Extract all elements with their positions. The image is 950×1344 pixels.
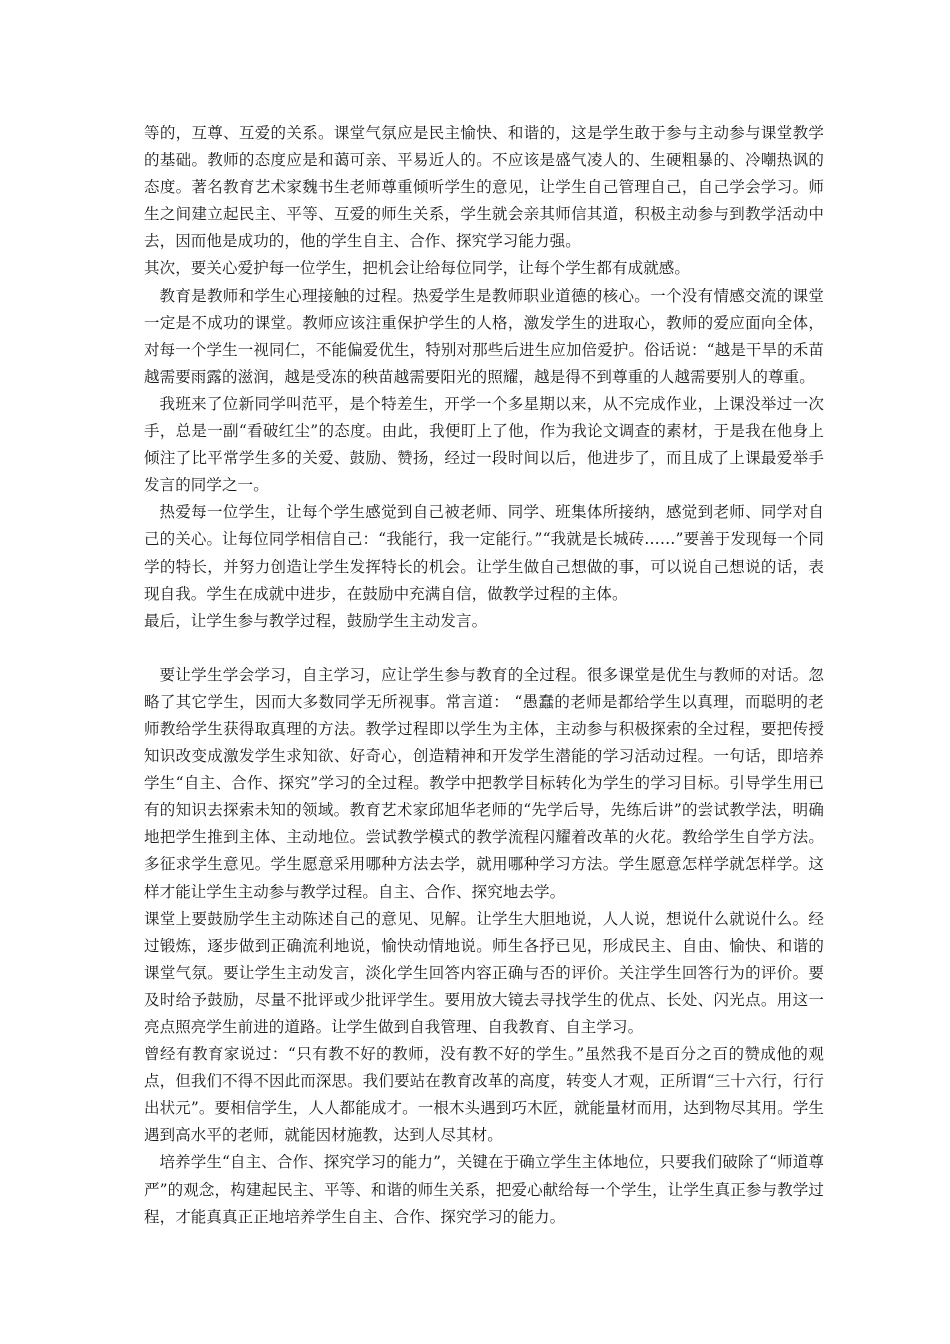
paragraph-secondly: 其次，要关心爱护每一位学生，把机会让给每位同学，让每个学生都有成就感。 bbox=[144, 259, 691, 278]
paragraph-finally: 最后，让学生参与教学过程，鼓励学生主动发言。 bbox=[144, 611, 488, 630]
paragraph-love-every-student: 热爱每一位学生，让每个学生感觉到自己被老师、同学、班集体所接纳，感觉到老师、同学对自己的关心。让每位同学相信自己：“我能行，我一定能行。”“我就是长城砖……”要善于发现每一个同学的特长，并努力创造让学生发挥特长的机会。让学生做自己想做的事，可以说自己想说的话，表现自我。学生在成就中进步，在鼓励中充满自信，做教学过程的主体。 bbox=[144, 503, 824, 603]
paragraph-conclusion: 培养学生“自主、合作、探究学习的能力”，关键在于确立学生主体地位，只要我们破除了“师道尊严”的观念，构建起民主、平等、和谐的师生关系，把爱心献给每一个学生，让学生真正参与教学过程，才能真真正正地培养学生自主、合作、探究学习的能力。 bbox=[144, 1153, 824, 1226]
document-page bbox=[144, 120, 824, 1231]
paragraph-teacher-attitude: 等的，互尊、互爱的关系。课堂气氛应是民主愉快、和谐的，这是学生敢于参与主动参与课堂教学的基础。教师的态度应是和蔼可亲、平易近人的。不应该是盛气凌人的、生硬粗暴的、冷嘲热讽的态度。著名教育艺术家魏书生老师尊重倾听学生的意见，让学生自己管理自己，自己学会学习。师生之间建立起民主、平等、互爱的师生关系，学生就会亲其师信其道，积极主动参与到教学活动中去，因而他是成功的，他的学生自主、合作、探究学习能力强。 bbox=[144, 124, 824, 251]
paragraph-encourage-speaking: 课堂上要鼓励学生主动陈述自己的意见、见解。让学生大胆地说，人人说，想说什么就说什么。经过锻炼，逐步做到正确流利地说，愉快动情地说。师生各抒已见，形成民主、自由、愉快、和谐的课堂气氛。要让学生主动发言，淡化学生回答内容正确与否的评价。关注学生回答行为的评价。要及时给予鼓励，尽量不批评或少批评学生。要用放大镜去寻找学生的优点、长处、闪光点。用这一亮点照亮学生前进的道路。让学生做到自我管理、自我教育、自主学习。 bbox=[144, 909, 824, 1036]
paragraph-educator-quote: 曾经有教育家说过：“只有教不好的教师，没有教不好的学生。”虽然我不是百分之百的赞成他的观点，但我们不得不因此而深思。我们要站在教育改革的高度，转变人才观，正所谓“三十六行，行行出状元”。要相信学生，人人都能成才。一根木头遇到巧木匠，就能量材而用，达到物尽其用。学生遇到高水平的老师，就能因材施教，达到人尽其材。 bbox=[144, 1045, 824, 1145]
paragraph-learn-to-learn: 要让学生学会学习，自主学习，应让学生参与教育的全过程。很多课堂是优生与教师的对话。忽略了其它学生，因而大多数同学无所视事。常言道： “愚蠢的老师是都给学生以真理，而聪明的老师教给学生获得取真理的方法。教学过程即以学生为主体，主动参与积极探索的全过程，要把传授知识改变成激发学生求知欲、好奇心，创造精神和开发学生潜能的学习活动过程。一句话，即培养学生“自主、合作、探究”学习的全过程。教学中把教学目标转化为学生的学习目标。引导学生用已有的知识去探索未知的领域。教育艺术家邱旭华老师的“先学后导，先练后讲”的尝试教学法，明确地把学生推到主体、主动地位。尝试教学模式的教学流程闪耀着改革的火花。教给学生自学方法。多征求学生意见。学生愿意采用哪种方法去学，就用哪种学习方法。学生愿意怎样学就怎样学。这样才能让学生主动参与教学过程。自主、合作、探究地去学。 bbox=[144, 665, 824, 901]
paragraph-student-case: 我班来了位新同学叫范平，是个特差生，开学一个多星期以来，从不完成作业，上课没举过一次手，总是一副“看破红尘”的态度。由此，我便盯上了他，作为我论文调查的素材，于是我在他身上倾注了比平常学生多的关爱、鼓励、赞扬，经过一段时间以后，他进步了，而且成了上课最爱举手发言的同学之一。 bbox=[144, 394, 824, 495]
paragraph-emotional-exchange: 教育是教师和学生心理接触的过程。热爱学生是教师职业道德的核心。一个没有情感交流的课堂一定是不成功的课堂。教师应该注重保护学生的人格，激发学生的进取心，教师的爱应面向全体，对每一个学生一视同仁，不能偏爱优生，特别对那些后进生应加倍爱护。俗话说：“越是干旱的禾苗越需要雨露的滋润，越是受冻的秧苗越需要阳光的照耀，越是得不到尊重的人越需要别人的尊重。 bbox=[144, 286, 824, 386]
paragraph-gap bbox=[144, 635, 824, 662]
